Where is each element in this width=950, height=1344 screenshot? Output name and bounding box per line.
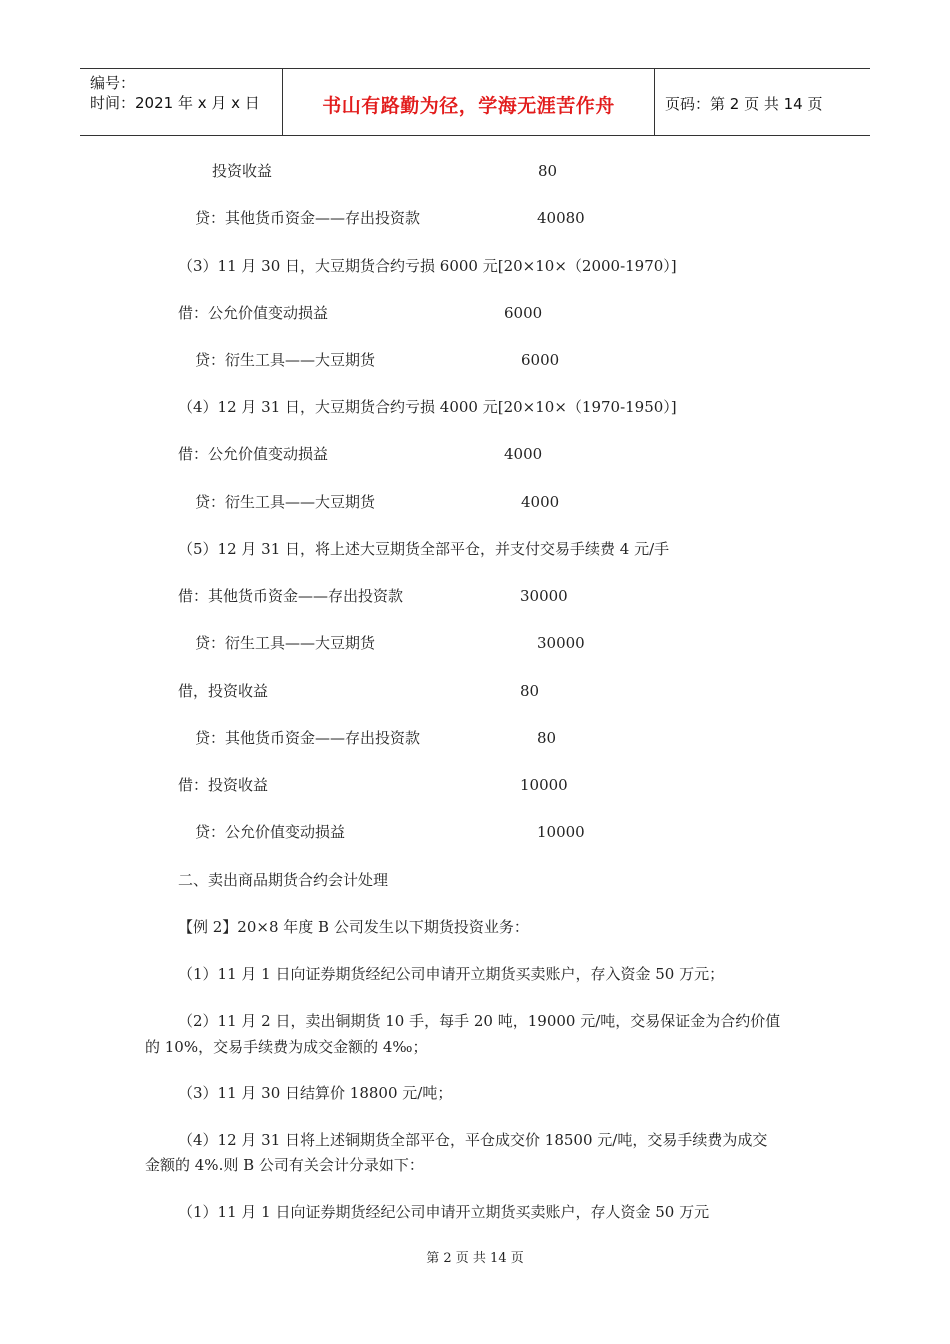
entry-text: 贷：衍生工具——大豆期货 — [195, 493, 376, 511]
header-page-number: 页码：第 2 页 共 14 页 — [665, 95, 823, 113]
entry-line — [195, 822, 585, 842]
example-heading: 【例 2】20×8 年度 B 公司发生以下期货投资业务： — [178, 918, 529, 936]
entry-amount: 10000 — [520, 776, 568, 794]
entry-line — [195, 633, 585, 653]
paragraph-line: （5）12 月 31 日，将上述大豆期货全部平仓，并支付交易手续费 4 元/手 — [178, 540, 670, 558]
entry-text: 借，投资收益 — [178, 682, 269, 700]
paragraph-line: （1）11 月 1 日向证券期货经纪公司申请开立期货买卖账户，存人资金 50 万元 — [178, 1203, 710, 1221]
entry-line — [212, 161, 558, 181]
entry-text: 借：公允价值变动损益 — [178, 304, 329, 322]
entry-amount: 80 — [538, 162, 558, 180]
document-time-label: 时间：2021 年 x 月 x 日 — [90, 94, 260, 112]
paragraph-line: （4）12 月 31 日将上述铜期货全部平仓，平仓成交价 18500 元/吨，交易手续费为成交 — [178, 1131, 768, 1149]
entry-amount: 6000 — [521, 351, 560, 369]
entry-amount: 80 — [520, 682, 540, 700]
entry-amount: 30000 — [537, 634, 585, 652]
page-footer: 第 2 页 共 14 页 — [426, 1251, 524, 1266]
header-motto: 书山有路勤为径，学海无涯苦作舟 — [322, 95, 615, 117]
paragraph-line: 金额的 4%.则 B 公司有关会计分录如下： — [145, 1156, 424, 1174]
entry-line — [178, 775, 568, 795]
entry-text: 借：其他货币资金——存出投资款 — [178, 587, 404, 605]
paragraph-line: （3）11 月 30 日结算价 18800 元/吨； — [178, 1084, 453, 1102]
entry-text: 借：投资收益 — [178, 776, 269, 794]
entry-line — [195, 350, 560, 370]
entry-line — [178, 303, 543, 323]
header-page-cell — [655, 69, 870, 135]
entry-line — [178, 681, 540, 701]
entry-text: 贷：衍生工具——大豆期货 — [195, 351, 376, 369]
paragraph-line: 的 10%，交易手续费为成交金额的 4‰； — [145, 1038, 428, 1056]
entry-text: 借：公允价值变动损益 — [178, 445, 329, 463]
paragraph-line: （2）11 月 2 日，卖出铜期货 10 手，每手 20 吨，19000 元/吨，交易保证金为合约价值 — [178, 1012, 781, 1030]
header-motto-cell — [282, 69, 655, 135]
paragraph-line: （3）11 月 30 日，大豆期货合约亏损 6000 元[20×10×（2000-1970）] — [178, 257, 677, 275]
header-info-cell — [80, 69, 282, 135]
entry-amount: 4000 — [504, 445, 543, 463]
entry-text: 贷：其他货币资金——存出投资款 — [195, 729, 421, 747]
entry-text: 投资收益 — [212, 162, 273, 180]
entry-amount: 40080 — [537, 209, 585, 227]
entry-amount: 10000 — [537, 823, 585, 841]
section-heading: 二、卖出商品期货合约会计处理 — [178, 871, 389, 889]
entry-amount: 6000 — [504, 304, 543, 322]
entry-line — [195, 728, 557, 748]
document-number-label: 编号： — [90, 74, 136, 92]
entry-text: 贷：衍生工具——大豆期货 — [195, 634, 376, 652]
entry-line — [195, 208, 585, 228]
entry-amount: 80 — [537, 729, 557, 747]
entry-line — [178, 586, 568, 606]
entry-text: 贷：公允价值变动损益 — [195, 823, 346, 841]
entry-line — [195, 492, 560, 512]
entry-line — [178, 444, 543, 464]
paragraph-line: （4）12 月 31 日，大豆期货合约亏损 4000 元[20×10×（1970-1950）] — [178, 398, 677, 416]
entry-text: 贷：其他货币资金——存出投资款 — [195, 209, 421, 227]
paragraph-line: （1）11 月 1 日向证券期货经纪公司申请开立期货买卖账户，存入资金 50 万元； — [178, 965, 725, 983]
entry-amount: 4000 — [521, 493, 560, 511]
entry-amount: 30000 — [520, 587, 568, 605]
document-header — [80, 68, 870, 136]
